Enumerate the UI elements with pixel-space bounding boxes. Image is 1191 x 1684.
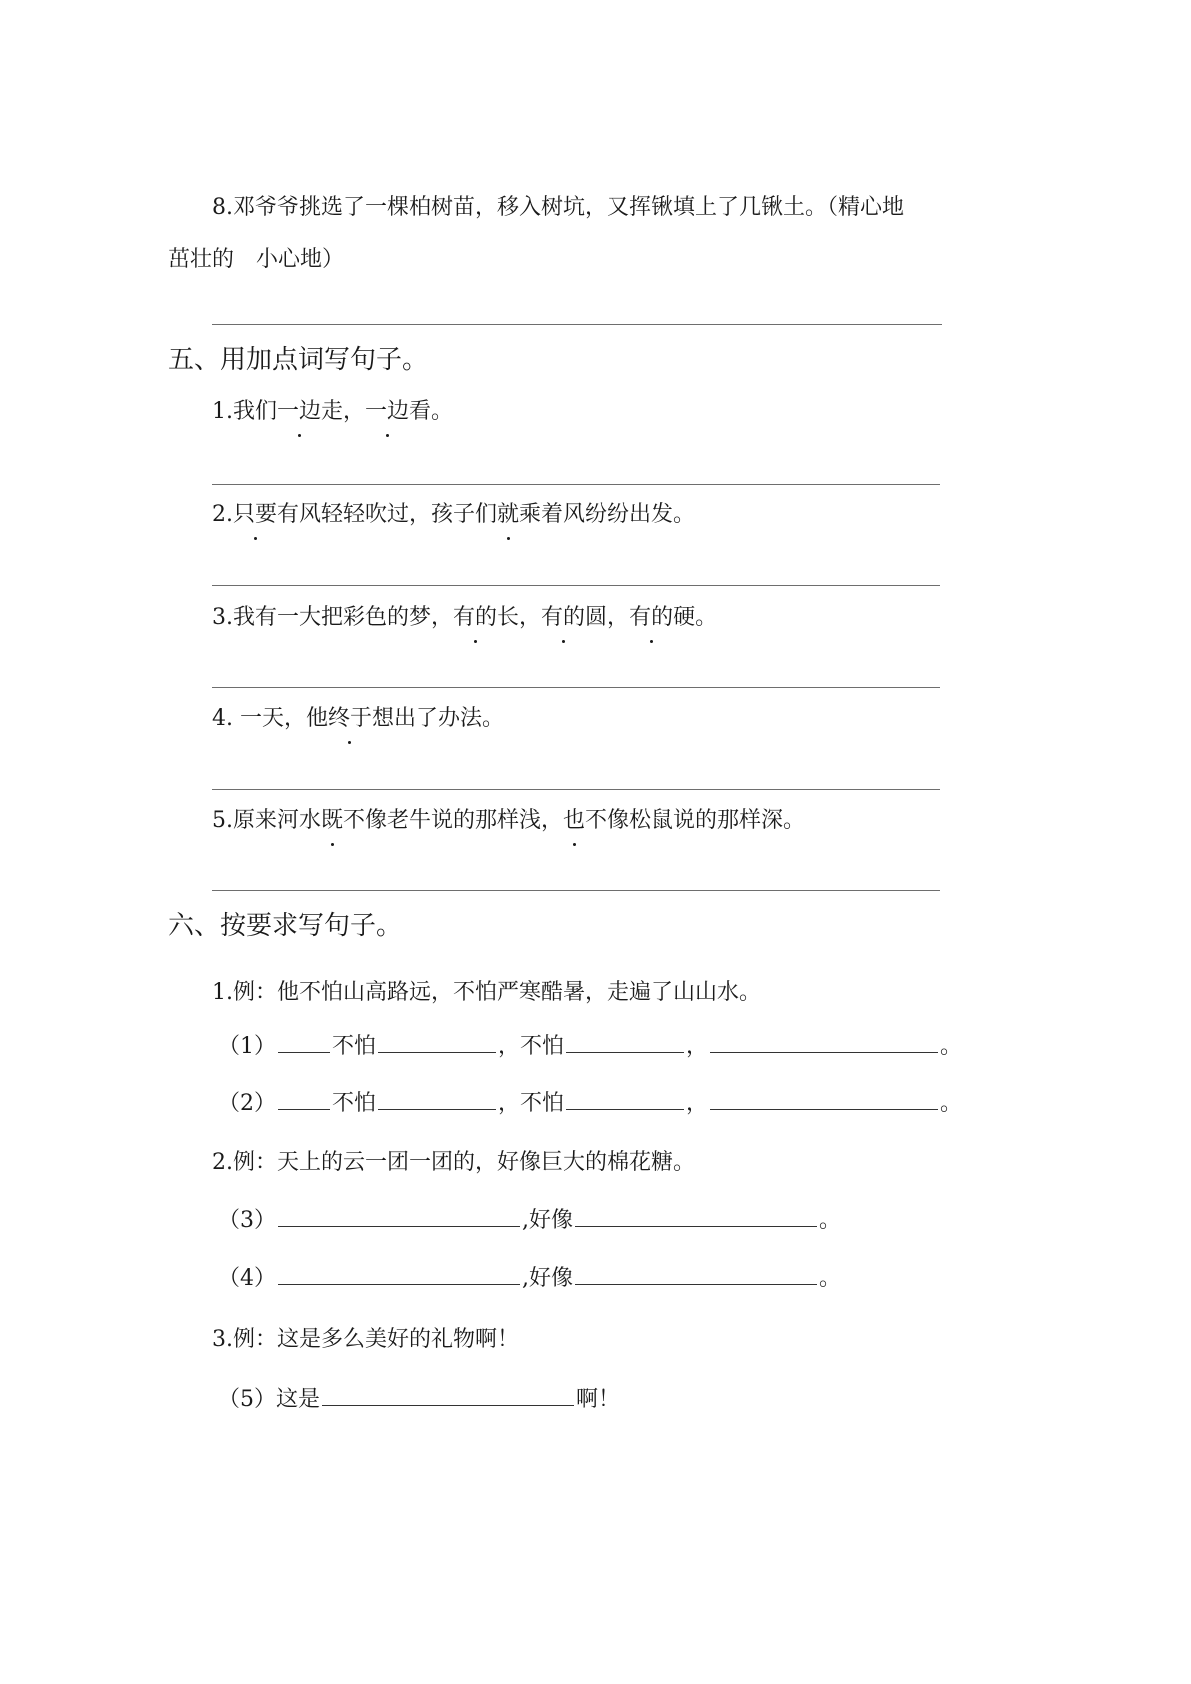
s5-item-1-text: 1.我们 xyxy=(212,399,277,424)
s5-item-2-text: 乘着风纷纷出发。 xyxy=(519,502,696,527)
fill-text: 不怕 xyxy=(332,1034,377,1059)
s6-fill-3 xyxy=(218,1204,841,1236)
s5-item-4-text: 4. 一天，他 xyxy=(212,706,328,731)
emphasis-word: 就 xyxy=(497,500,519,530)
blank-field[interactable] xyxy=(566,1087,684,1110)
blank-field[interactable] xyxy=(278,1087,330,1110)
fill-text: ，不怕 xyxy=(498,1091,565,1116)
s5-item-3-text: 圆， xyxy=(585,605,630,630)
blank-field[interactable] xyxy=(378,1030,496,1053)
fill-text: ，不怕 xyxy=(498,1034,565,1059)
fill-number: （1） xyxy=(218,1034,276,1059)
blank-field[interactable] xyxy=(278,1204,520,1227)
s5-item-2 xyxy=(212,500,695,530)
emphasis-word: 有的 xyxy=(629,603,673,633)
emphasis-word: 只要 xyxy=(233,500,277,530)
fill-text: ， xyxy=(686,1034,709,1059)
s6-example-3: 3.例：这是多么美好的礼物啊！ xyxy=(212,1327,519,1352)
emphasis-word: 一边 xyxy=(365,397,409,427)
s6-fill-4 xyxy=(218,1262,841,1294)
blank-field[interactable] xyxy=(575,1262,817,1285)
fill-number: （5）这是 xyxy=(218,1387,320,1412)
s5-item-1-text: 看。 xyxy=(409,399,454,424)
fill-text: 。 xyxy=(819,1208,842,1233)
fill-text: ,好像 xyxy=(522,1208,573,1233)
s6-example-2: 2.例：天上的云一团一团的，好像巨大的棉花糖。 xyxy=(212,1150,695,1175)
s5-item-5 xyxy=(212,806,805,836)
fill-text: 不怕 xyxy=(332,1091,377,1116)
emphasis-word: 有的 xyxy=(453,603,497,633)
s6-fill-5 xyxy=(218,1383,620,1415)
emphasis-word: 既 xyxy=(321,806,343,836)
s5-item-5-text: 5.原来河水 xyxy=(212,808,321,833)
answer-line-s5-5[interactable] xyxy=(212,890,940,891)
blank-field[interactable] xyxy=(710,1087,938,1110)
question-8-line-2: 茁壮的 小心地） xyxy=(168,247,345,272)
blank-field[interactable] xyxy=(575,1204,817,1227)
emphasis-word: 也 xyxy=(563,806,585,836)
s5-item-1-text: 走， xyxy=(321,399,366,424)
blank-field[interactable] xyxy=(566,1030,684,1053)
answer-line-s5-2[interactable] xyxy=(212,585,940,586)
section-5-title: 五、用加点词写句子。 xyxy=(168,345,429,375)
answer-line-s5-4[interactable] xyxy=(212,789,940,790)
fill-number: （3） xyxy=(218,1208,276,1233)
answer-line-q8[interactable] xyxy=(212,324,942,325)
s5-item-2-text: 2. xyxy=(212,502,233,527)
blank-field[interactable] xyxy=(278,1262,520,1285)
blank-field[interactable] xyxy=(278,1030,330,1053)
answer-line-s5-1[interactable] xyxy=(212,484,940,485)
fill-number: （4） xyxy=(218,1266,276,1291)
section-6-title: 六、按要求写句子。 xyxy=(168,911,403,941)
s6-fill-2 xyxy=(218,1087,962,1119)
fill-text: 啊！ xyxy=(576,1387,621,1412)
fill-text: 。 xyxy=(940,1034,963,1059)
fill-text: 。 xyxy=(819,1266,842,1291)
s5-item-3 xyxy=(212,603,717,633)
question-8-line-1: 8.邓爷爷挑选了一棵柏树苗，移入树坑，又挥锹填上了几锹土。（精心地 xyxy=(212,195,904,220)
emphasis-word: 有的 xyxy=(541,603,585,633)
s6-fill-1 xyxy=(218,1030,962,1062)
emphasis-word: 终于 xyxy=(328,704,372,734)
fill-text: 。 xyxy=(940,1091,963,1116)
s5-item-5-text: 不像老牛说的那样浅， xyxy=(343,808,564,833)
fill-text: ， xyxy=(686,1091,709,1116)
s5-item-2-text: 有风轻轻吹过，孩子们 xyxy=(277,502,498,527)
fill-number: （2） xyxy=(218,1091,276,1116)
s6-example-1: 1.例：他不怕山高路远，不怕严寒酷暑，走遍了山山水。 xyxy=(212,980,761,1005)
s5-item-1 xyxy=(212,397,453,427)
emphasis-word: 一边 xyxy=(277,397,321,427)
s5-item-3-text: 3.我有一大把彩色的梦， xyxy=(212,605,453,630)
blank-field[interactable] xyxy=(378,1087,496,1110)
s5-item-4 xyxy=(212,704,504,734)
s5-item-5-text: 不像松鼠说的那样深。 xyxy=(585,808,806,833)
s5-item-3-text: 硬。 xyxy=(673,605,718,630)
s5-item-3-text: 长， xyxy=(497,605,542,630)
fill-text: ,好像 xyxy=(522,1266,573,1291)
s5-item-4-text: 想出了办法。 xyxy=(372,706,505,731)
blank-field[interactable] xyxy=(710,1030,938,1053)
answer-line-s5-3[interactable] xyxy=(212,687,940,688)
blank-field[interactable] xyxy=(322,1383,574,1406)
